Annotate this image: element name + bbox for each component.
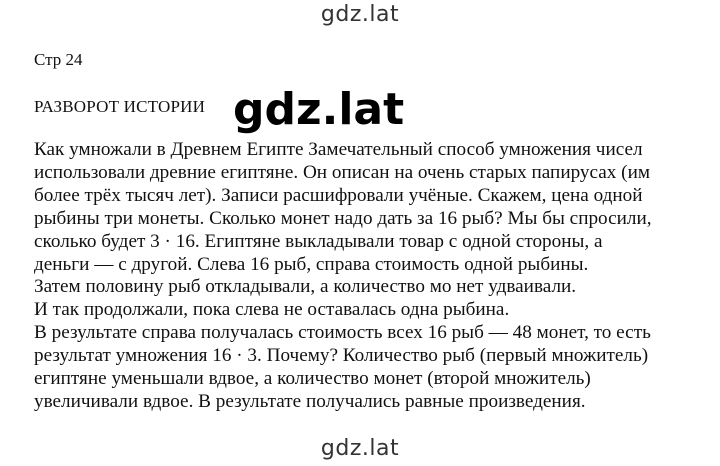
body-line: рыбины три монеты. Сколько монет надо дать за 16 рыб? Мы бы спросили,	[34, 207, 652, 229]
watermark-middle: gdz.lat	[233, 84, 405, 135]
body-line: египтяне уменьшали вдвое, а количество монет (второй множитель)	[34, 368, 591, 390]
body-line: деньги — с другой. Слева 16 рыб, справа стоимость одной рыбины.	[34, 253, 589, 275]
body-line: увеличивали вдвое. В результате получались равные произведения.	[34, 390, 586, 412]
body-line: использовали древние египтяне. Он описан на очень старых папирусах (им	[34, 161, 650, 183]
body-line: результат умножения 16 · 3. Почему? Количество рыб (первый множитель)	[34, 345, 649, 367]
body-text	[34, 139, 714, 414]
body-line: Как умножали в Древнем Египте Замечательный способ умножения чисел	[34, 139, 643, 160]
page-reference: Стр 24	[34, 50, 83, 69]
body-line: Затем половину рыб откладывали, а количество мо нет удваивали.	[34, 276, 577, 298]
section-title: РАЗВОРОТ ИСТОРИИ	[34, 97, 206, 116]
body-line: сколько будет 3 · 16. Египтяне выкладывали товар с одной стороны, а	[34, 230, 603, 252]
body-line: более трёх тысяч лет). Записи расшифровали учёные. Скажем, цена одной	[34, 184, 643, 206]
watermark-top: gdz.lat	[320, 2, 400, 27]
watermark-bottom: gdz.lat	[320, 436, 400, 461]
body-line: В результате справа получалась стоимость всех 16 рыб — 48 монет, то есть	[34, 322, 651, 344]
body-line: И так продолжали, пока слева не оставалась одна рыбина.	[34, 299, 510, 321]
